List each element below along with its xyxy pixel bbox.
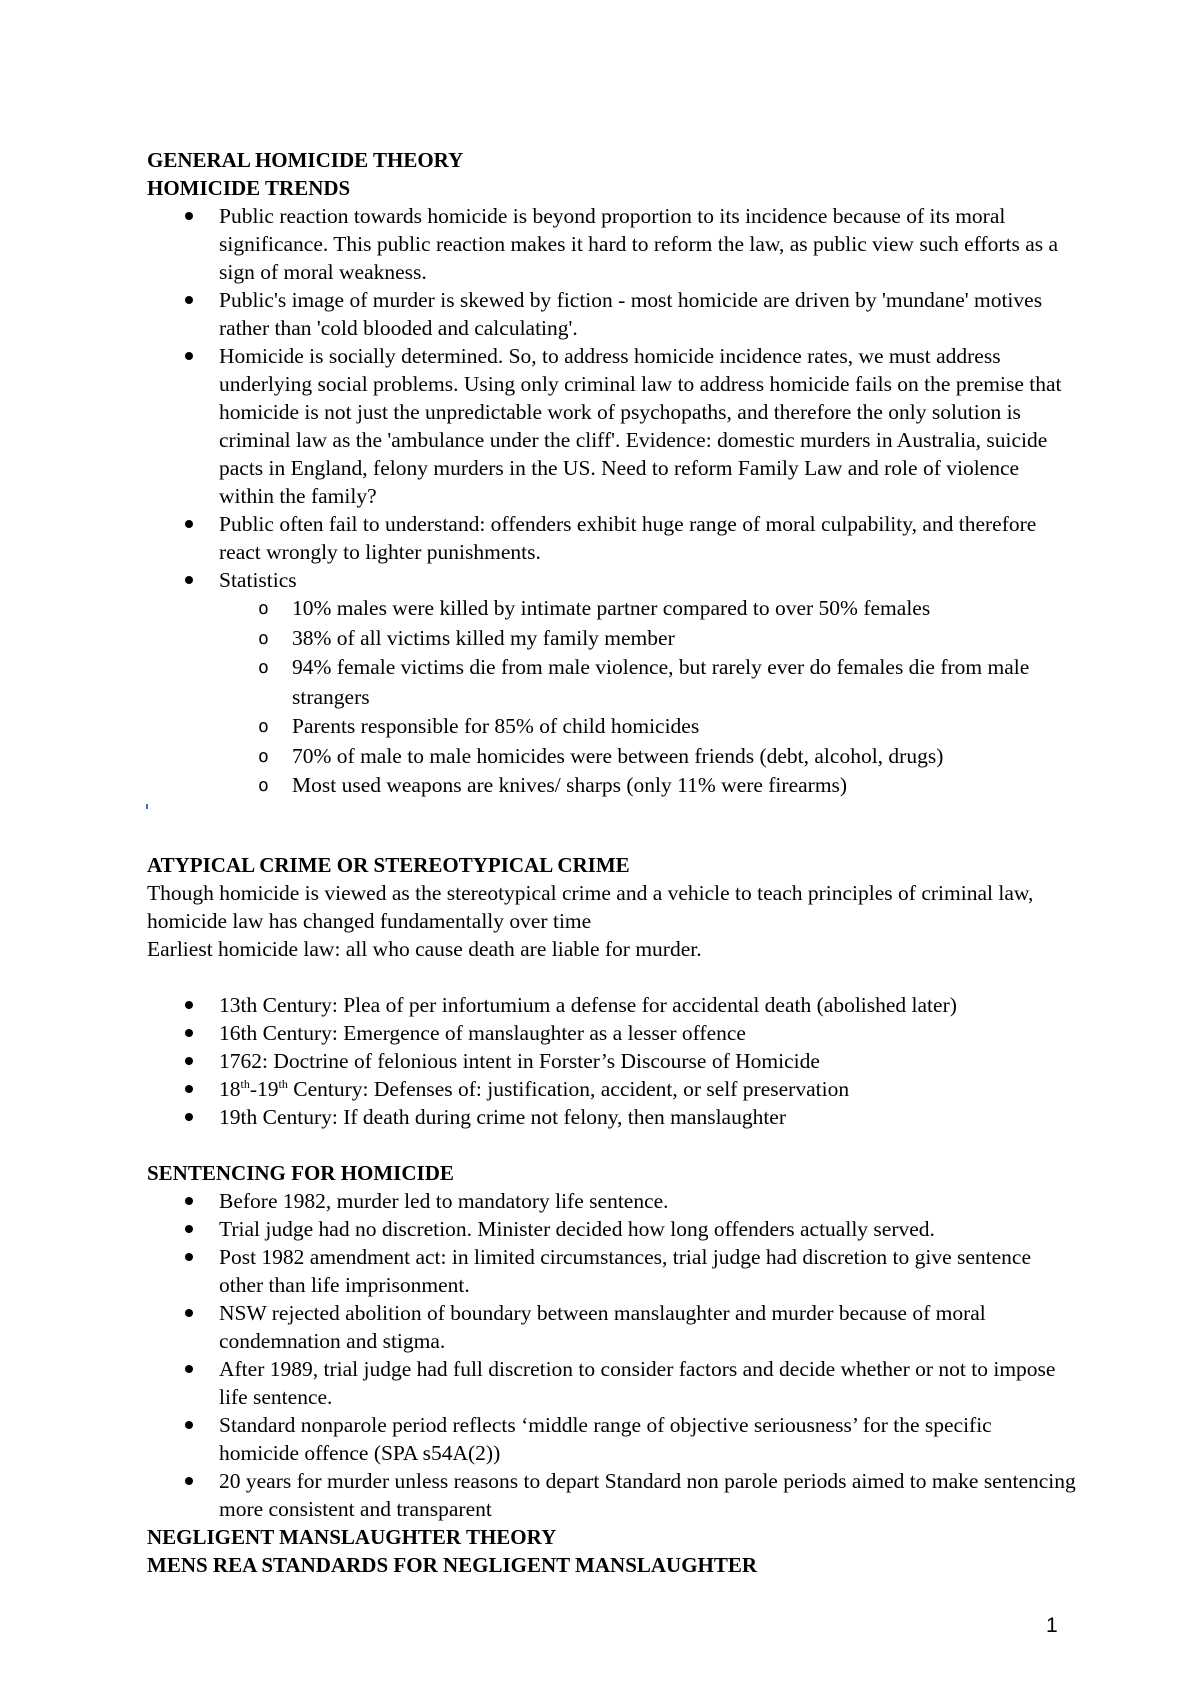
section-title-negligent: NEGLIGENT MANSLAUGHTER THEORY [147,1524,557,1549]
statistics-list [219,594,1077,801]
list-item-statistics [147,566,1077,801]
document-body [147,146,1077,1579]
page-number: 1 [1046,1614,1058,1637]
section-subtitle-trends: HOMICIDE TRENDS [147,176,351,200]
list-item: o 38% of all victims killed my family member [147,624,1077,654]
spacer [147,1131,1077,1159]
section-title-atypical: ATYPICAL CRIME OR STEREOTYPICAL CRIME [147,852,630,877]
superscript: th [278,1076,288,1091]
paragraph: Though homicide is viewed as the stereotypical crime and a vehicle to teach principles of criminal law, homicide law has changed fundamentally over time [147,880,1034,933]
list-item: 16th Century: Emergence of manslaughter as a lesser offence [147,1019,1077,1047]
trends-list [147,202,1077,801]
list-item: Standard nonparole period reflects ‘middle range of objective seriousness’ for the specific homicide offence (SPA s54A(2)) [147,1411,1077,1467]
stray-mark [146,804,148,809]
list-item: Post 1982 amendment act: in limited circumstances, trial judge had discretion to give sentence other than life imprisonment. [147,1243,1077,1299]
list-item: 1762: Doctrine of felonious intent in Forster’s Discourse of Homicide [147,1047,1077,1075]
spacer [147,831,1077,851]
spacer [147,801,1077,831]
superscript: th [240,1076,250,1091]
list-item: 19th Century: If death during crime not felony, then manslaughter [147,1103,1077,1131]
paragraph: Earliest homicide law: all who cause death are liable for murder. [147,936,702,961]
list-item: Public reaction towards homicide is beyond proportion to its incidence because of its moral significance. This public reaction makes it hard to reform the law, as public view such efforts as a sign of moral weakness. [147,202,1077,286]
list-item [147,1075,1077,1103]
list-item: 13th Century: Plea of per infortumium a defense for accidental death (abolished later) [147,991,1077,1019]
text: Century: Defenses of: justification, accident, or self preservation [287,1076,850,1101]
list-item: Before 1982, murder led to mandatory life sentence. [147,1187,1077,1215]
list-item: After 1989, trial judge had full discretion to consider factors and decide whether or not to impose life sentence. [147,1355,1077,1411]
section-title-general: GENERAL HOMICIDE THEORY [147,148,464,172]
spacer [147,963,1077,991]
statistics-label: Statistics [219,568,297,592]
list-item: Public's image of murder is skewed by fiction - most homicide are driven by 'mundane' motives rather than 'cold blooded and calculating'. [147,286,1077,342]
list-item: Public often fail to understand: offenders exhibit huge range of moral culpability, and therefore react wrongly to lighter punishments. [147,510,1077,566]
list-item: o Most used weapons are knives/ sharps (only 11% were firearms) [147,771,1077,801]
list-item: o 70% of male to male homicides were between friends (debt, alcohol, drugs) [147,742,1077,772]
list-item: o 94% female victims die from male violence, but rarely ever do females die from male strangers [147,653,1077,712]
text: 18 [219,1076,241,1101]
section-subtitle-mens-rea: MENS REA STANDARDS FOR NEGLIGENT MANSLAUGHTER [147,1552,758,1577]
list-item: NSW rejected abolition of boundary between manslaughter and murder because of moral condemnation and stigma. [147,1299,1077,1355]
list-item: Homicide is socially determined. So, to address homicide incidence rates, we must address underlying social problems. Using only criminal law to address homicide fails on the premise that homicide is not just the unpredictable work of psychopaths, and therefore the only solution is criminal law as the 'ambulance under the cliff'. Evidence: domestic murders in Australia, suicide pacts in England, felony murders in the US. Need to reform Family Law and role of violence within the family? [147,342,1077,510]
list-item: o 10% males were killed by intimate partner compared to over 50% females [147,594,1077,624]
text: -19 [249,1076,279,1101]
section-title-sentencing: SENTENCING FOR HOMICIDE [147,1160,454,1185]
sentencing-list [147,1187,1077,1523]
list-item: Trial judge had no discretion. Minister decided how long offenders actually served. [147,1215,1077,1243]
list-item: o Parents responsible for 85% of child homicides [147,712,1077,742]
list-item: 20 years for murder unless reasons to depart Standard non parole periods aimed to make sentencing more consistent and transparent [147,1467,1077,1523]
history-list [147,991,1077,1131]
